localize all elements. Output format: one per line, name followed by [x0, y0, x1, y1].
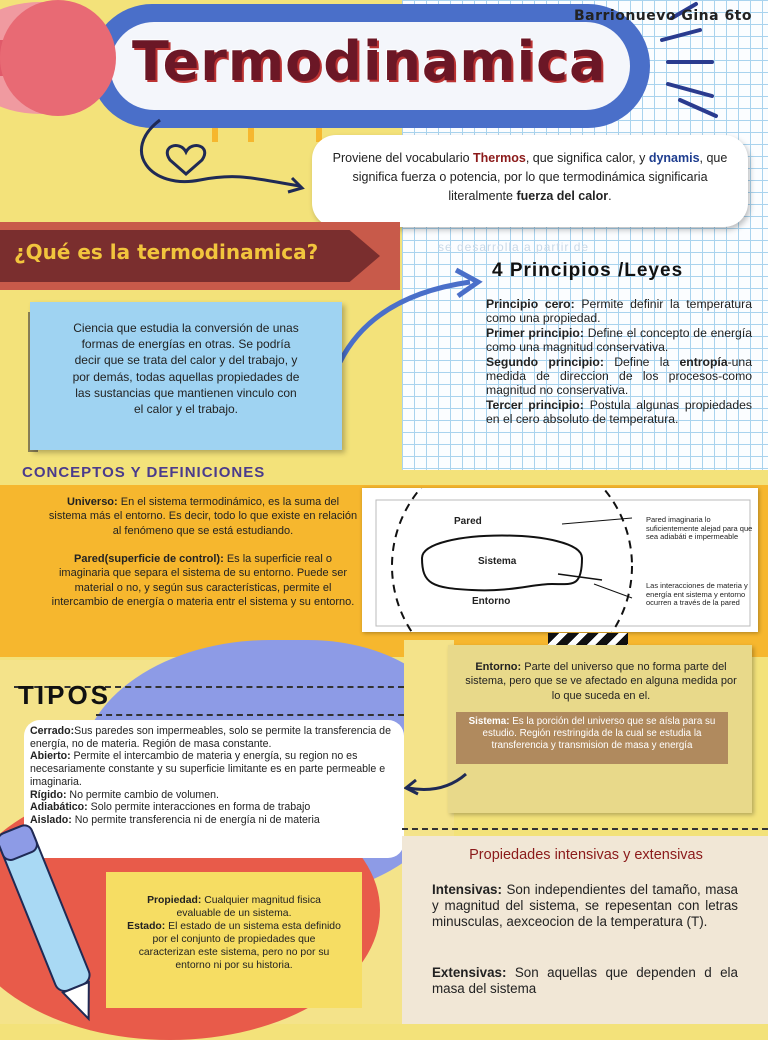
principle-text: -una medida de direccion de los procesos-como magnitud no conservativa.: [486, 354, 752, 398]
intro-fuerza: fuerza del calor: [516, 188, 609, 203]
diagram-note-1: Pared imaginaria lo suficientemente alejad para que sea adiabáti e impermeable: [646, 515, 753, 542]
tipo-text: Solo permite interacciones en forma de trabajo: [87, 801, 311, 814]
propiedad-card: [106, 872, 362, 1008]
tipo-item: [30, 789, 398, 802]
principle-label: Primer principio:: [486, 325, 584, 340]
intro-thermos: Thermos: [473, 151, 526, 165]
diagram-entorno: Entorno: [472, 596, 511, 607]
intro-text-2: , que significa calor, y: [525, 151, 649, 165]
divider: [96, 714, 404, 716]
intro-text-3: , que significa fuerza o potencia, por lo que termodinámica significaria literalmente: [352, 151, 728, 203]
principle-item: [486, 355, 752, 398]
intensivas-desc: Son independientes del tamaño, masa y magnitud del sistema, se repesentan con letras minusculas, aexceocion de la temperatura (T).: [432, 882, 738, 930]
entorno-label: Entorno:: [475, 661, 522, 673]
extensivas-label: Extensivas:: [432, 965, 507, 980]
principles-list: [486, 297, 752, 427]
tipos-title: TIPOS: [18, 680, 112, 710]
principle-item: [486, 398, 752, 427]
entorno-desc: Parte del universo que no forma parte del sistema, pero que se ve afectado en alguna medida por lo que suceda en el.: [465, 661, 737, 702]
estado-label: Estado:: [127, 921, 166, 932]
pen-icon: [0, 810, 110, 1024]
sistema-label: Sistema:: [468, 716, 510, 727]
question-heading: ¿Qué es la termodinamica?: [14, 240, 319, 264]
sistema-box: [456, 712, 728, 764]
tipo-label: Aislado:: [30, 813, 72, 826]
propiedad-label: Propiedad:: [147, 895, 202, 906]
tipo-label: Abierto:: [30, 750, 71, 763]
tipo-label: Cerrado:: [30, 725, 75, 737]
tipo-text: Permite el intercambio de materia y energía, su region no es necesariamente constante y su superficie limitante es en parte permeable e imaginaria.: [30, 750, 386, 788]
intro-dynamis: dynamis: [648, 151, 700, 165]
entorno-text: [460, 660, 742, 703]
diagram-pared: Pared: [454, 516, 482, 527]
system-diagram: [362, 488, 758, 632]
principle-text: Permite definir la temperatura como una propiedad.: [486, 297, 752, 326]
intro-text-1: Proviene del vocabulario: [332, 151, 474, 165]
properties-title: Propiedades intensivas y extensivas: [469, 847, 703, 863]
principle-item: [486, 326, 752, 355]
estado-text: El estado de un sistema esta definido por el conjunto de propiedades que caracterizan este sistema, pero no por su entorno ni por su historia.: [138, 921, 341, 971]
page-title: Termodinamica: [132, 30, 607, 93]
concepts-title: CONCEPTOS Y DEFINICIONES: [22, 464, 266, 481]
develop-caption: se desarrolla a partir de: [438, 240, 590, 254]
propiedad-text: Cualquier magnitud fisica evaluable de un sistema.: [176, 895, 321, 919]
left-arrow-icon: [400, 770, 470, 800]
principle-label: Principio cero:: [486, 297, 575, 311]
pared-text: Es la superficie real o imaginaria que separa el sistema de su entorno. Puede ser material o no, y según sus características, permite el intercambio de energía o materia entr el sistema y su entorno.: [51, 553, 355, 609]
definition-sticky-note: Ciencia que estudia la conversión de unas formas de energías en otras. Se podría decir que se trata del calor y del trabajo, y por demás, todas aquellas propiedades de las sustancias que mantienen vinculo con el calor y el trabajo.: [30, 302, 342, 450]
tipo-item: [30, 725, 398, 750]
intensivas-label: Intensivas:: [432, 882, 502, 897]
diagram-note-2: Las interacciones de materia y energía ent sistema y entorno ocurren a través de la pared: [646, 581, 748, 608]
sistema-desc: Es la porción del universo que se aísla para su estudio. Región restringida de la cual se estudia la transferencia y transmision de masa y energía: [482, 716, 716, 752]
author-name: Barrionuevo Gina 6to: [573, 8, 752, 24]
tipo-label: Adiabático:: [30, 801, 88, 814]
extensivas-text: [432, 965, 738, 997]
diagram-sistema: Sistema: [478, 556, 517, 567]
concepts-text: [48, 495, 358, 609]
principle-item: [486, 297, 752, 326]
principle-label: Tercer principio:: [486, 397, 584, 412]
tipo-text: No permite transferencia ni de energía ni de materia: [71, 813, 320, 826]
curved-arrow-icon: [330, 262, 490, 372]
principle-text: Postula algunas propiedades en el cero absoluto de temperatura.: [486, 397, 752, 427]
intensivas-text: [432, 882, 738, 930]
divider: [402, 828, 768, 830]
principle-text: Define la: [603, 354, 680, 369]
principle-label: Segundo principio:: [486, 354, 604, 369]
universo-text: En el sistema termodinámico, es la suma del sistema más el entorno. Es decir, todo lo que existe en relación al fenómeno que se está estudiando.: [48, 496, 358, 537]
tipo-label: Rígido:: [30, 788, 67, 801]
tipo-item: [30, 750, 398, 788]
tipo-text: No permite cambio de volumen.: [66, 788, 219, 801]
yellow-strip: [404, 640, 454, 840]
intro-text-4: .: [608, 188, 612, 203]
principle-entropia: entropía: [679, 354, 728, 369]
extensivas-desc: Son aquellas que dependen d ela masa del sistema: [432, 965, 738, 997]
principle-text: Define el concepto de energía como una magnitud conservativa.: [486, 325, 752, 355]
tipo-text: Sus paredes son impermeables, solo se permite la transferencia de energía, no de materia. Región de masa constante.: [30, 725, 391, 750]
principles-title: 4 Principios /Leyes: [492, 260, 684, 281]
etymology-card: [312, 135, 748, 227]
universo-label: Universo:: [66, 496, 118, 508]
pared-label: Pared(superficie de control):: [74, 553, 224, 566]
